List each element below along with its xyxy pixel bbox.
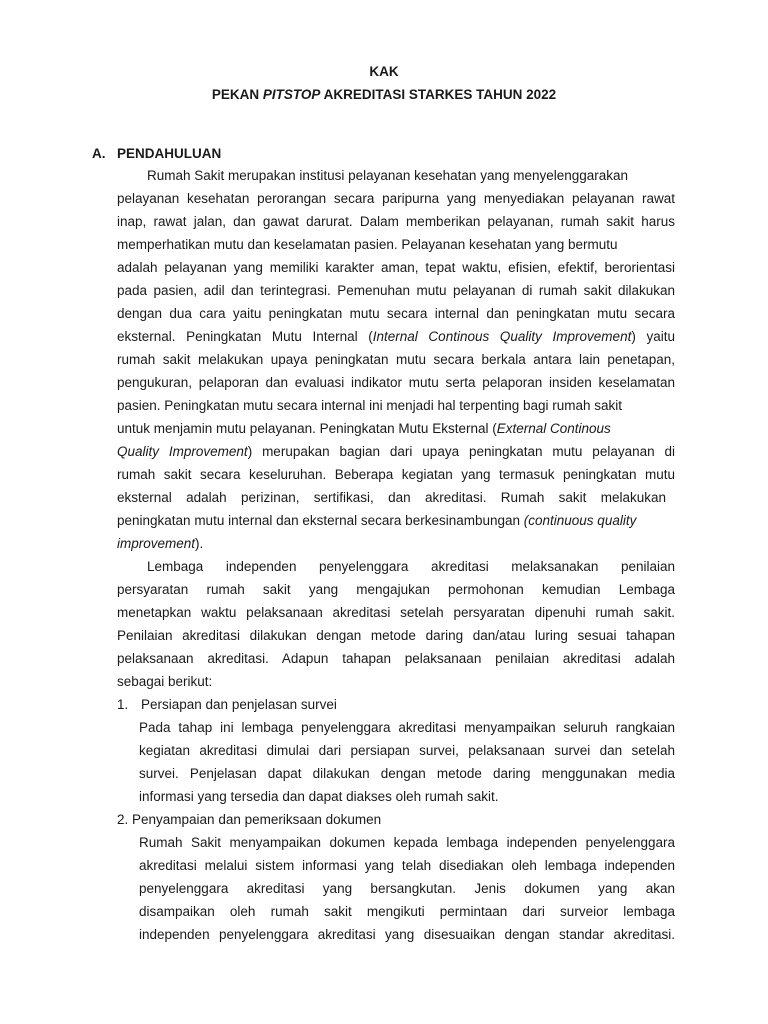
p1-line: dengan dua cara yaitu peningkatan mutu secara internal dan peningkatan mutu secara <box>117 306 675 321</box>
doc-subtitle <box>0 87 768 103</box>
p2-line: menetapkan waktu pelaksanaan akreditasi setelah persyaratan dipenuhi rumah sakit. <box>117 605 675 620</box>
p1-line <box>117 421 611 437</box>
list-item-title: 2. Penyampaian dan pemeriksaan dokumen <box>117 812 382 827</box>
item1-line: survei. Penjelasan dapat dilakukan dengan metode daring menggunakan media <box>139 766 675 781</box>
p1-line <box>117 536 203 552</box>
p1-line: pelayanan kesehatan perorangan secara paripurna yang menyediakan pelayanan rawat <box>117 191 675 206</box>
p1-text: untuk menjamin mutu pelayanan. Peningkatan Mutu Eksternal ( <box>117 421 497 436</box>
p2-line: pelaksanaan akreditasi. Adapun tahapan pelaksanaan penilaian akreditasi adalah <box>117 651 675 666</box>
item2-line: penyelenggara akreditasi yang bersangkutan. Jenis dokumen yang akan <box>139 881 675 896</box>
p1-line: adalah pelayanan yang memiliki karakter aman, tepat waktu, efisien, efektif, berorientasi <box>117 260 675 275</box>
doc-title: KAK <box>369 64 399 79</box>
subtitle-pre: PEKAN <box>211 87 263 102</box>
subtitle-post: AKREDITASI STARKES TAHUN 2022 <box>320 87 557 102</box>
p1-line: eksternal adalah perizinan, sertifikasi, dan akreditasi. Rumah sakit melakukan <box>117 490 666 505</box>
p1-text: ) merupakan bagian dari upaya peningkatan mutu pelayanan di <box>247 444 676 459</box>
list-item-title: Persiapan dan penjelasan survei <box>141 697 337 712</box>
p1-text: ). <box>195 536 204 551</box>
item1-line: Pada tahap ini lembaga penyelenggara akreditasi menyampaikan seluruh rangkaian <box>139 720 675 735</box>
p1-italic-text: (continuous quality <box>523 513 637 528</box>
p1-line <box>117 513 636 529</box>
p1-line: inap, rawat jalan, dan gawat darurat. Dalam memberikan pelayanan, rumah sakit harus <box>117 214 675 229</box>
item1-line: kegiatan akreditasi dimulai dari persiapan survei, pelaksanaan survei dan setelah <box>139 743 675 758</box>
p1-line <box>117 329 675 345</box>
p2-line: Penilaian akreditasi dilakukan dengan metode daring dan/atau luring sesuai tahapan <box>117 628 675 643</box>
p1-italic-text: External Continous <box>496 421 611 436</box>
item2-line: independen penyelenggara akreditasi yang disesuaikan dengan standar akreditasi. <box>139 927 675 942</box>
item1-line: informasi yang tersedia dan dapat diakses oleh rumah sakit. <box>139 789 499 804</box>
p1-italic-text: Quality Improvement <box>117 444 248 459</box>
p1-line: pasien. Peningkatan mutu secara internal ini menjadi hal terpenting bagi rumah sakit <box>117 398 623 413</box>
section-number: A. <box>92 146 106 161</box>
section-label: PENDAHULUAN <box>117 146 222 161</box>
p2-line: sebagai berikut: <box>117 674 213 689</box>
p1-text: ) yaitu <box>631 329 675 344</box>
p1-text: peningkatan mutu internal dan eksternal secara berkesinambungan <box>117 513 524 528</box>
p1-text: eksternal. Peningkatan Mutu Internal ( <box>117 329 373 344</box>
p2-line: persyaratan rumah sakit yang mengajukan permohonan kemudian Lembaga <box>117 582 675 597</box>
p1-line: rumah sakit melakukan upaya peningkatan mutu secara berkala antara lain penetapan, <box>117 352 675 367</box>
p1-line: Rumah Sakit merupakan institusi pelayanan kesehatan yang menyelenggarakan <box>147 168 629 183</box>
subtitle-italic: PITSTOP <box>262 87 321 102</box>
p1-line: memperhatikan mutu dan keselamatan pasien. Pelayanan kesehatan yang bermutu <box>117 237 618 252</box>
p1-italic-text: improvement <box>117 536 196 551</box>
item2-line: disampaikan oleh rumah sakit mengikuti permintaan dari surveior lembaga <box>139 904 675 919</box>
p2-line: Lembaga independen penyelenggara akreditasi melaksanakan penilaian <box>147 559 675 574</box>
p1-italic-text: Internal Continous Quality Improvement <box>372 329 632 344</box>
list-item-number: 1. <box>117 697 129 712</box>
item2-line: Rumah Sakit menyampaikan dokumen kepada lembaga independen penyelenggara <box>139 835 675 850</box>
item2-line: akreditasi melalui sistem informasi yang telah disediakan oleh lembaga independen <box>139 858 675 873</box>
p1-line: pengukuran, pelaporan dan evaluasi indikator mutu serta pelaporan insiden keselamatan <box>117 375 675 390</box>
section-heading <box>92 146 221 162</box>
p1-line: pada pasien, adil dan terintegrasi. Pemenuhan mutu pelayanan di rumah sakit dilakukan <box>117 283 675 298</box>
p1-line: rumah sakit secara keseluruhan. Beberapa kegiatan yang termasuk peningkatan mutu <box>117 467 675 482</box>
p1-line <box>117 444 675 460</box>
